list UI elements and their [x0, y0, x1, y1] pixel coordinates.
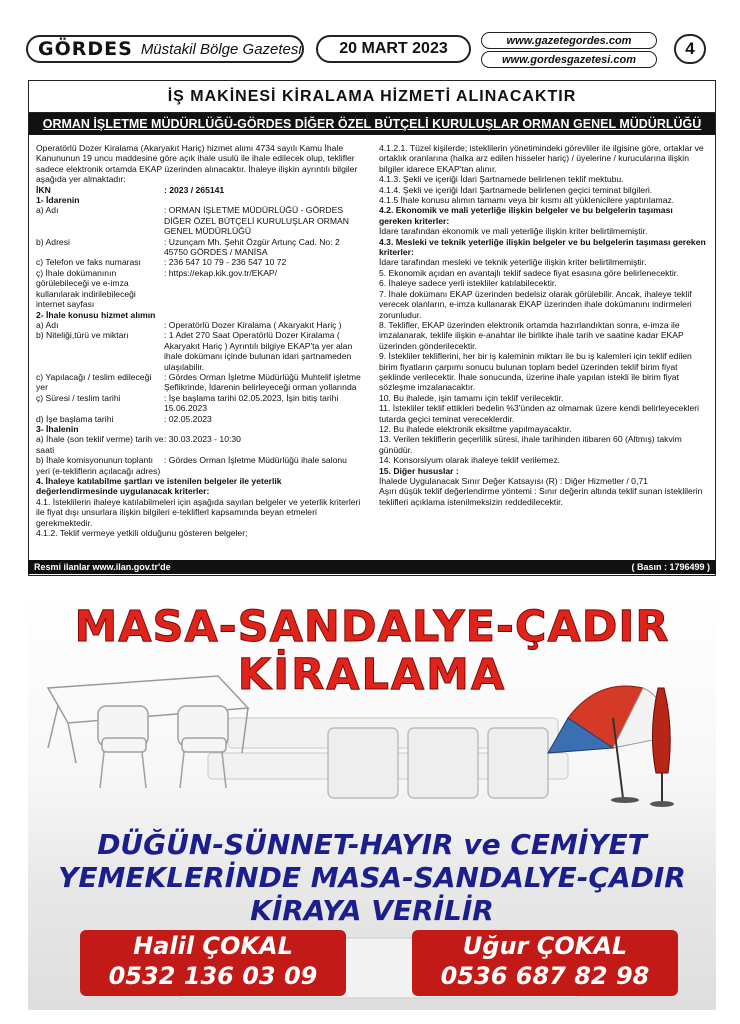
service-start-label: d) İşe başlama tarihi: [36, 413, 114, 424]
ad-subheadline: KİRALAMA: [237, 650, 507, 700]
section-4-heading: 4. İhaleye katılabilme şartları ve istenilen belgeler ile yeterlik değerlendirmesinde uygulanacak kriterler:: [36, 476, 282, 497]
tender-date-row: [36, 434, 365, 455]
admin-website-label: ç) İhale dokümanının görülebileceği ve e-imza kullanılarak indirilebileceği internet sayfası: [36, 267, 136, 310]
clause-4-1-5: 4.1.5 İhale konusu alımın tamamı veya bir kısmı alt yüklenicilere yaptırılamaz.: [379, 195, 675, 206]
intro-text: Operatörlü Dozer Kiralama (Akaryakıt Hariç) hizmet alımı 4734 sayılı Kamu İhale Kanununun 19 uncu maddesine göre açık ihale usulü ile ihale edilecek olup, teklifler sadece elektronik ortamda EKAP üzerinden alınacaktır. İhaleye ilişkin ayrıntılı bilgiler aşağıda yer almaktadır:: [36, 143, 358, 185]
official-ads-link[interactable]: Resmi ilanlar www.ilan.gov.tr'de: [34, 562, 171, 572]
service-type-label: b) Niteliği,türü ve miktarı: [36, 330, 129, 341]
clause-4-1: 4.1. İsteklilerin ihaleye katılabilmeleri için aşağıda sayılan belgeler ve yeterlik kriterleri ile fiyat dışı unsurlara ilişkin bilgileri e-tekliflerl kapsamında beyan etmeleri gerekmektedir.: [36, 496, 361, 528]
newspaper-tagline: Müstakil Bölge Gazetesi: [140, 40, 302, 58]
tender-venue-value: : Gördes Orman İşletme Müdürlüğü ihale salonu: [164, 455, 347, 466]
tender-venue-label: b) İhale komisyonunun toplantı yeri (e-tekliflerin açılacağı adres): [36, 455, 161, 476]
clause-14: 14. Konsorsiyum olarak ihaleye teklif verilemez.: [379, 455, 561, 466]
service-name-row: [36, 320, 365, 330]
ad-line-1: DÜĞÜN-SÜNNET-HAYIR ve CEMİYET: [97, 828, 647, 861]
service-start-value: : 02.05.2023: [164, 413, 212, 424]
admin-name-row: [36, 205, 365, 236]
clause-13: 13. Verilen tekliflerin geçerlilik süresi, ihale tarihinden itibaren 60 (Altmış) takvim günüdür.: [379, 434, 682, 455]
service-place-row: [36, 372, 365, 393]
clause-12: 12. Bu ihalede elektronik eksiltme yapılmayacaktır.: [379, 423, 572, 434]
newspaper-logo: GÖRDES: [38, 38, 133, 60]
section-1-heading: 1- İdarenin: [36, 195, 80, 206]
admin-phone-value: : 236 547 10 79 - 236 547 10 72: [164, 257, 287, 268]
stacked-chairs-graphic: [328, 728, 548, 798]
parasol-open-graphic: [548, 686, 664, 803]
clause-4-1-3: 4.1.3. Şekli ve içeriği İdari Şartnamede belirlenen teklif mektubu.: [379, 174, 624, 185]
service-place-label: c) Yapılacağı / teslim edileceği yer: [36, 371, 152, 393]
clause-10: 10. Bu ihalede, işin tamamı için teklif verilecektir.: [379, 392, 564, 403]
admin-name-value: : ORMAN İŞLETME MÜDÜRLÜĞÜ - GÖRDES DİĞER ÖZEL BÜTÇELİ KURULUŞLAR ORMAN GENEL MÜDÜRLÜĞÜ: [164, 205, 349, 237]
notice-left-column: [29, 143, 372, 563]
clause-4-3-heading: 4.3. Mesleki ve teknik yeterliğe ilişkin belgeler ve bu belgelerin taşıması gereken kriterler:: [379, 236, 706, 258]
clause-4-1-4: 4.1.4. Şekli ve içeriği İdari Şartnamede belirlenen geçici teminat bilgileri.: [379, 184, 653, 195]
clause-4-3: İdare tarafından mesleki ve teknik yeterliğe ilişkin kriter belirtilmemiştir.: [379, 257, 647, 268]
admin-name-label: a) Adı: [36, 205, 59, 216]
service-duration-label: ç) Süresi / teslim tarihi: [36, 392, 121, 403]
admin-website-value[interactable]: : https://ekap.kik.gov.tr/EKAP/: [164, 267, 278, 278]
service-start-row: [36, 414, 365, 424]
clause-4-2-heading: 4.2. Ekonomik ve mali yeterliğe ilişkin belgeler ve bu belgelerin taşıması gereken kriterler:: [379, 205, 673, 226]
notice-right-column: [372, 143, 715, 563]
clause-5: 5. Ekonomik açıdan en avantajlı teklif sadece fiyat esasına göre belirlenecektir.: [379, 267, 679, 278]
service-duration-row: [36, 393, 365, 414]
contact-card-ugur: [412, 930, 678, 996]
contact-phone[interactable]: 0536 687 82 98: [440, 962, 650, 990]
contact-name: Halil ÇOKAL: [133, 932, 293, 960]
official-notice: [28, 80, 716, 576]
service-duration-value: : İşe başlama tarihi 02.05.2023, İşin bitiş tarihi 15.06.2023: [164, 392, 339, 414]
tender-date-value: : 30.03.2023 - 10:30: [164, 434, 241, 445]
service-name-value: : Operatörlü Dozer Kiralama ( Akaryakıt Hariç ): [164, 319, 342, 330]
service-place-value: : Gördes Orman İşletme Müdürlüğü Muhtelif işletme Şeflikrinde, İdarenin belirleyeceği orman yollarında: [164, 371, 361, 393]
section-2-heading: 2- İhale konusu hizmet alımın: [36, 309, 156, 320]
service-type-value: : 1 Adet 270 Saat Operatörlü Dozer Kiralama ( Akaryakıt Hariç ) Ayrıntılı bilgiye EKAP'ta yer alan ihale dokümanı içinde bulunan idari şartnameden ulaşılabilir.: [164, 330, 353, 372]
website-link-1[interactable]: www.gazetegordes.com: [481, 32, 657, 49]
service-type-row: [36, 330, 365, 372]
press-code: ( Basın : 1796499 ): [631, 562, 710, 572]
masthead: [26, 30, 716, 70]
admin-address-row: [36, 237, 365, 258]
clause-4-1-2-1: 4.1.2.1. Tüzel kişilerde; isteklilerin yönetimindeki görevliler ile ilgisine göre, ortaklar ve ortaklık oranlarına (halka arz edilen hisseler hariç) / üyelerine / kurucularına ilişkin bilgiler idarece EKAP'tan alınır.: [379, 143, 704, 174]
clause-9: 9. İstekliler tekliflerini, her bir iş kaleminin miktarı ile bu iş kalemleri için teklif edilen birim fiyatların çarpımı sonucu bulunan toplam bedel üzerinden teklif birim fiyat şeklinde verilecektir. İhale sonucunda, üzerine ihale yapılan istekli ile birim fiyat sözleşme imzalanacaktır.: [379, 351, 692, 393]
notice-title: İŞ MAKİNESİ KİRALAMA HİZMETİ ALINACAKTIR: [29, 81, 715, 113]
clause-11: 11. İstekliler teklif ettikleri bedelin %3'ünden az olmamak üzere kendi belirleyecekleri tutarda geçici teminat vereceklerdir.: [379, 403, 700, 424]
admin-address-value: : Uzunçam Mh. Şehit Özgür Artunç Cad. No: 2 45750 GÖRDES / MANİSA: [164, 236, 340, 258]
ikn-label: İKN: [36, 184, 51, 195]
clause-15-coefficient: İhalede Uygulanacak Sınır Değer Katsayısı (R) : Diğer Hizmetler / 0,71: [379, 476, 648, 486]
tender-venue-row: [36, 455, 365, 476]
admin-address-label: b) Adresi: [36, 236, 70, 247]
section-3-heading: 3- İhalenin: [36, 423, 79, 434]
ad-headline: MASA-SANDALYE-ÇADIR: [74, 602, 670, 652]
admin-website-row: [36, 268, 365, 310]
rental-advertisement: [28, 588, 716, 1010]
notice-body: [29, 143, 715, 563]
service-name-label: a) Adı: [36, 319, 59, 330]
contact-card-halil: [80, 930, 346, 996]
ad-line-3: KİRAYA VERİLİR: [250, 894, 494, 927]
website-link-2[interactable]: www.gordesgazetesi.com: [481, 51, 657, 68]
issue-date: 20 MART 2023: [316, 35, 471, 63]
contact-phone[interactable]: 0532 136 03 09: [108, 962, 318, 990]
ikn-row: [36, 185, 365, 195]
clause-8: 8. Teklifler, EKAP üzerinden elektronik ortamda hazırlandıktan sonra, e-imza ile imzalanarak, teklife ilişkin e-anahtar ile birlikte ihale tarih ve saatine kadar EKAP üzerinden gönderilecektir.: [379, 319, 684, 351]
admin-phone-row: [36, 257, 365, 267]
clause-4-1-2: 4.1.2. Teklif vermeye yetkili olduğunu gösteren belgeler;: [36, 528, 248, 539]
page-number: 4: [674, 34, 706, 64]
clause-15-method: Aşırı düşük teklif değerlendirme yöntemi : Sınır değerin altında teklif sunan isteklilerin teklifleri açıklama istenilmeksizin reddedilecektir.: [379, 486, 703, 507]
clause-4-2: İdare tarafından ekonomik ve mali yeterliğe ilişkin kriter belirtilmemiştir.: [379, 226, 648, 237]
ikn-value: : 2023 / 265141: [164, 184, 225, 195]
brand-box: [26, 35, 304, 63]
notice-footer: [28, 560, 716, 574]
ad-line-2: YEMEKLERİNDE MASA-SANDALYE-ÇADIR: [58, 861, 686, 894]
tender-date-label: a) İhale (son teklif verme) tarih ve saati: [36, 434, 164, 455]
clause-7: 7. İhale dokümanı EKAP üzerinden bedelsiz olarak görülebilir. Ancak, ihaleye teklif verecek olanların, e-imza kullanarak EKAP üzerinden ihale dokümanını indirmeleri zorunludur.: [379, 288, 692, 320]
clause-15-heading: 15. Diğer hususlar :: [379, 465, 459, 476]
admin-phone-label: c) Telefon ve faks numarası: [36, 257, 141, 268]
notice-subtitle: ORMAN İŞLETME MÜDÜRLÜĞÜ-GÖRDES DİĞER ÖZEL BÜTÇELİ KURULUŞLAR ORMAN GENEL MÜDÜRLÜĞÜ: [29, 113, 715, 135]
clause-6: 6. İhaleye sadece yerli istekliler katılabilecektir.: [379, 278, 557, 289]
contact-name: Uğur ÇOKAL: [462, 932, 628, 960]
